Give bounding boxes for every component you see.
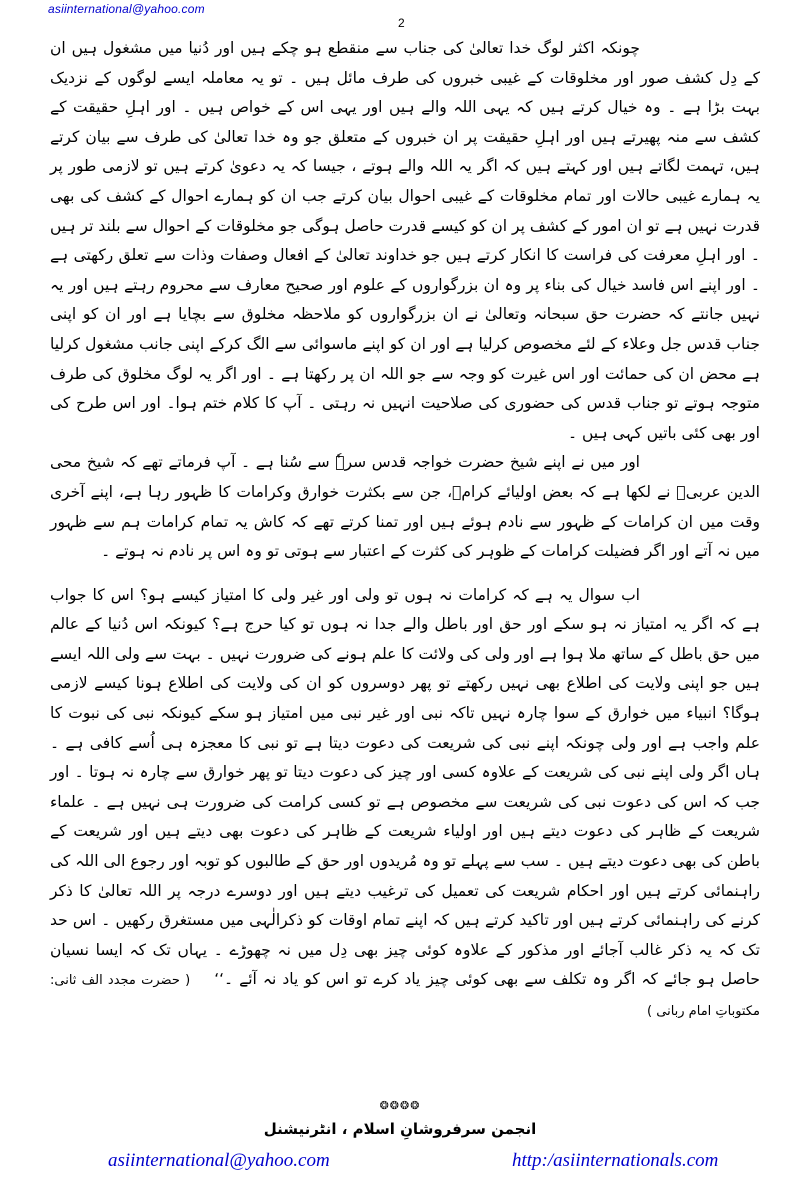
- paragraph-3-text: اب سوال یہ ہے کہ کرامات نہ ہوں تو ولی اور غیر ولی کا امتیاز کیسے ہو؟ اس کا جواب ہے کہ اگر یہ امتیاز نہ ہو سکے اور حق اور باطل والے جدا نہ ہوں تو کیا حرج ہے؟ کیونکہ اس دُنیا کے عالم میں حق باطل کے ساتھ ملا ہوا ہے اور ولی کی ولائت کا علم ہونے کی ضرورت نہیں ۔ بہت سے ولی اللہ ایسے ہیں جو اپنی ولایت کی اطلاع بھی نہیں رکھتے تو پھر دوسروں کو ان کی ولایت کی اطلاع ہونا کیسے لازمی ہوگا؟ انبیاء میں خوارق کے سوا چارہ نہیں تاکہ نبی اور غیر نبی میں امتیاز ہو سکے کیونکہ نبی کی نبوت کا علم واجب ہے اور ولی چونکہ اپنے نبی کی شریعت کی دعوت دیتا ہے تو نبی کا معجزہ ہی اُسے کافی ہے ۔ ہاں اگر ولی اپنے نبی کی شریعت کے علاوہ کسی اور چیز کی دعوت دیتا تو پھر خوارق سے چارہ نہ ہوتا ۔ اور جب کہ اس کی دعوت نبی کی شریعت سے مخصوص ہے تو کسی کرامت کی ضرورت ہی نہیں ہے ۔ علماء شریعت کے ظاہر کی دعوت دیتے ہیں اور اولیاء شریعت کے ظاہر کی دعوت بھی دیتے ہیں اور شریعت کے باطن کی بھی دعوت دیتے ہیں ۔ سب سے پہلے تو وہ مُریدوں اور حق کے طالبوں کو توبہ اور رجوع الی اللہ کی راہنمائی کرتے ہیں اور احکام شریعت کی تعمیل کی ترغیب دیتے ہیں اور دوسرے درجہ پر اللہ تعالیٰ کا ذکر کرنے کی راہنمائی کرتے ہیں اور تاکید کرتے ہیں کہ اپنے تمام اوقات کو ذکرالٰہی میں مستغرق رکھیں ۔ اس حد تک کہ یہ ذکر غالب آجائے اور مذکور کے علاوہ کوئی چیز بھی دِل میں نہ چھوڑے ۔ یہاں تک کہ ایسا نسیان حاصل ہو جائے کہ اگر وہ تکلف سے بھی کوئی چیز یاد کرے تو اس کو یاد نہ آئے ۔‘‘: [50, 585, 760, 989]
- article-body: [50, 34, 760, 1027]
- paragraph-2: اور میں نے اپنے شیخ حضرت خواجہ قدس سرہٗ سے سُنا ہے ۔ آپ فرماتے تھے کہ شیخ محی الدین عربیؒ نے لکھا ہے کہ بعض اولیائے کرامؒ، جن سے بکثرت خوارق وکرامات کا ظہور رہا ہے، اپنے آخری وقت میں ان کرامات کے ظہور سے نادم ہوئے ہیں اور تمنا کرتے تھے کہ کاش یہ تمام کرامات ہم سے ظہور میں نہ آتے اور اگر فضیلت کرامات کے ظوہر کی کثرت کے اعتبار سے ہوتی تو وہ اس پر نادم نہ ہوتے ۔: [50, 453, 760, 561]
- paragraph-1: چونکہ اکثر لوگ خدا تعالیٰ کی جناب سے منقطع ہو چکے ہیں اور دُنیا میں مشغول ہیں ان کے دِل کشف صور اور مخلوقات کے غیبی خبروں کی طرف مائل ہیں ۔ تو یہ معاملہ ایسے لوگوں کے نزدیک بہت بڑا ہے ۔ وہ خیال کرتے ہیں کہ یہی اللہ والے ہیں اور یہی اس کے خواص ہیں ۔ اور اہلِ حقیقت کے کشف سے منہ پھیرتے ہیں اور اہلِ حقیقت پر ان خبروں کے متعلق جو وہ خدا تعالیٰ کی طرف سے بیان کرتے ہیں، تہمت لگاتے ہیں اور کہتے ہیں کہ اگر یہ اللہ والے ہوتے ، جیسا کہ یہ دعویٰ کرتے ہیں تو لازمی طور پر یہ ہمارے غیبی حالات اور تمام مخلوقات کے غیبی احوال بیان کرتے جب ان کو ہمارے احوال کے کشف کی بھی قدرت نہیں ہے تو ان امور کے کشف پر ان کو کیسے قدرت حاصل ہوگی جو مخلوقات کے احوال سے بلند تر ہیں ۔ اور اہلِ معرفت کی فراست کا انکار کرتے ہیں جو خداوند تعالیٰ کے افعال وصفات وذات سے تعلق رکھتی ہے ۔ اور اپنے اس فاسد خیال کی بناء پر وہ ان بزرگواروں کے علوم اور صحیح معارف سے محروم رہتے ہیں اور یہ نہیں جانتے کہ حضرت حق سبحانہ وتعالیٰ نے ان بزرگواروں کو ملاحظہ مخلوق سے بچایا ہے اور ان کو اپنی جناب قدس جل وعلاء کے لئے مخصوص کرلیا ہے اور ان کو اپنے ماسوائی سے الگ کرکے اپنی جانب مشغول کرلیا ہے محض ان کی حمائت اور اس غیرت کو وجہ سے جو اللہ ان پر رکھتا ہے ۔ اور اگر یہ لوگ مخلوق کی طرف متوجہ ہوتے تو جناب قدس کی حضوری کی صلاحیت انہیں نہ رہتی ۔ آپ کا کلام ختم ہوا۔ اور اس طرح کی اور بھی کئی باتیں کہی ہیں ۔: [50, 39, 760, 442]
- header-email-link[interactable]: asiinternational@yahoo.com: [48, 2, 205, 16]
- ornament-divider: ❂❂❂❂: [379, 1099, 421, 1112]
- page-number: 2: [398, 16, 405, 30]
- citation: ( حضرت مجدد الف ثانی: مکتوباتِ امام ربانی ): [50, 973, 760, 1019]
- organization-name: انجمن سرفروشانِ اسلام ، انٹرنیشنل: [263, 1120, 537, 1138]
- paragraph-3: [50, 581, 760, 1027]
- footer-website-link[interactable]: http:/asiinternationals.com: [512, 1150, 719, 1171]
- footer-email-link[interactable]: asiinternational@yahoo.com: [108, 1150, 330, 1171]
